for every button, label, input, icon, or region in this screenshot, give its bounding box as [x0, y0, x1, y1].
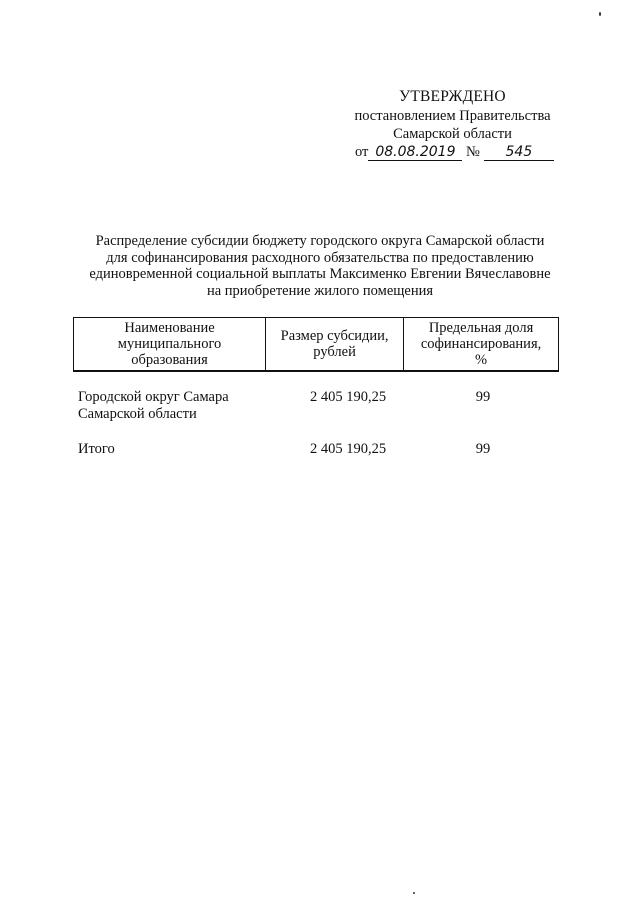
title-line-1: Распределение субсидии бюджету городского округа Самарской области	[95, 233, 545, 249]
row-total-label-text: Итого	[78, 441, 115, 457]
approval-line-2: Самарской области	[393, 126, 512, 142]
header-share-line-2: софинансирования,	[420, 336, 542, 352]
title-line-3: единовременной социальной выплаты Максименко Евгении Вячеславовне	[89, 266, 551, 282]
scan-speck-top	[599, 12, 601, 16]
document-title	[60, 233, 580, 299]
header-municipality-line-3: образования	[131, 352, 208, 368]
handwritten-date: 08.08.2019	[368, 145, 462, 161]
number-prefix: №	[466, 144, 480, 160]
row-amount: 2 405 190,25	[309, 389, 387, 405]
approval-date-line	[345, 143, 560, 161]
approved-heading: УТВЕРЖДЕНО	[399, 88, 506, 105]
header-municipality-line-2: муниципального	[117, 336, 222, 352]
row-municipality-line-2: Самарской области	[78, 406, 197, 422]
row-municipality-line-1: Городской округ Самара	[78, 389, 229, 405]
header-subsidy-line-1: Размер субсидии,	[280, 328, 389, 344]
header-share-line-1: Предельная доля	[428, 320, 534, 336]
approval-stamp	[345, 88, 560, 161]
row-total-amount: 2 405 190,25	[309, 441, 387, 457]
header-share-line-3: %	[475, 352, 488, 368]
handwritten-number: 545	[484, 145, 554, 161]
row-total-share: 99	[475, 441, 491, 457]
table-row-total	[78, 441, 558, 493]
distribution-table-body	[78, 389, 558, 493]
row-municipality	[78, 389, 268, 423]
row-share: 99	[475, 389, 491, 405]
approval-line-1: постановлением Правительства	[354, 108, 551, 124]
header-municipality	[74, 318, 266, 372]
scan-speck-bottom	[413, 892, 415, 894]
header-subsidy-amount	[266, 318, 404, 372]
header-cofinancing-share	[404, 318, 559, 372]
table-row	[78, 389, 558, 441]
row-total-label	[78, 441, 268, 458]
header-subsidy-line-2: рублей	[313, 344, 356, 360]
header-municipality-line-1: Наименование	[124, 320, 215, 336]
title-line-2: для софинансирования расходного обязательства по предоставлению	[106, 249, 534, 266]
date-prefix: от	[355, 144, 369, 160]
distribution-table-header	[73, 317, 559, 372]
title-line-4: на приобретение жилого помещения	[206, 282, 434, 299]
